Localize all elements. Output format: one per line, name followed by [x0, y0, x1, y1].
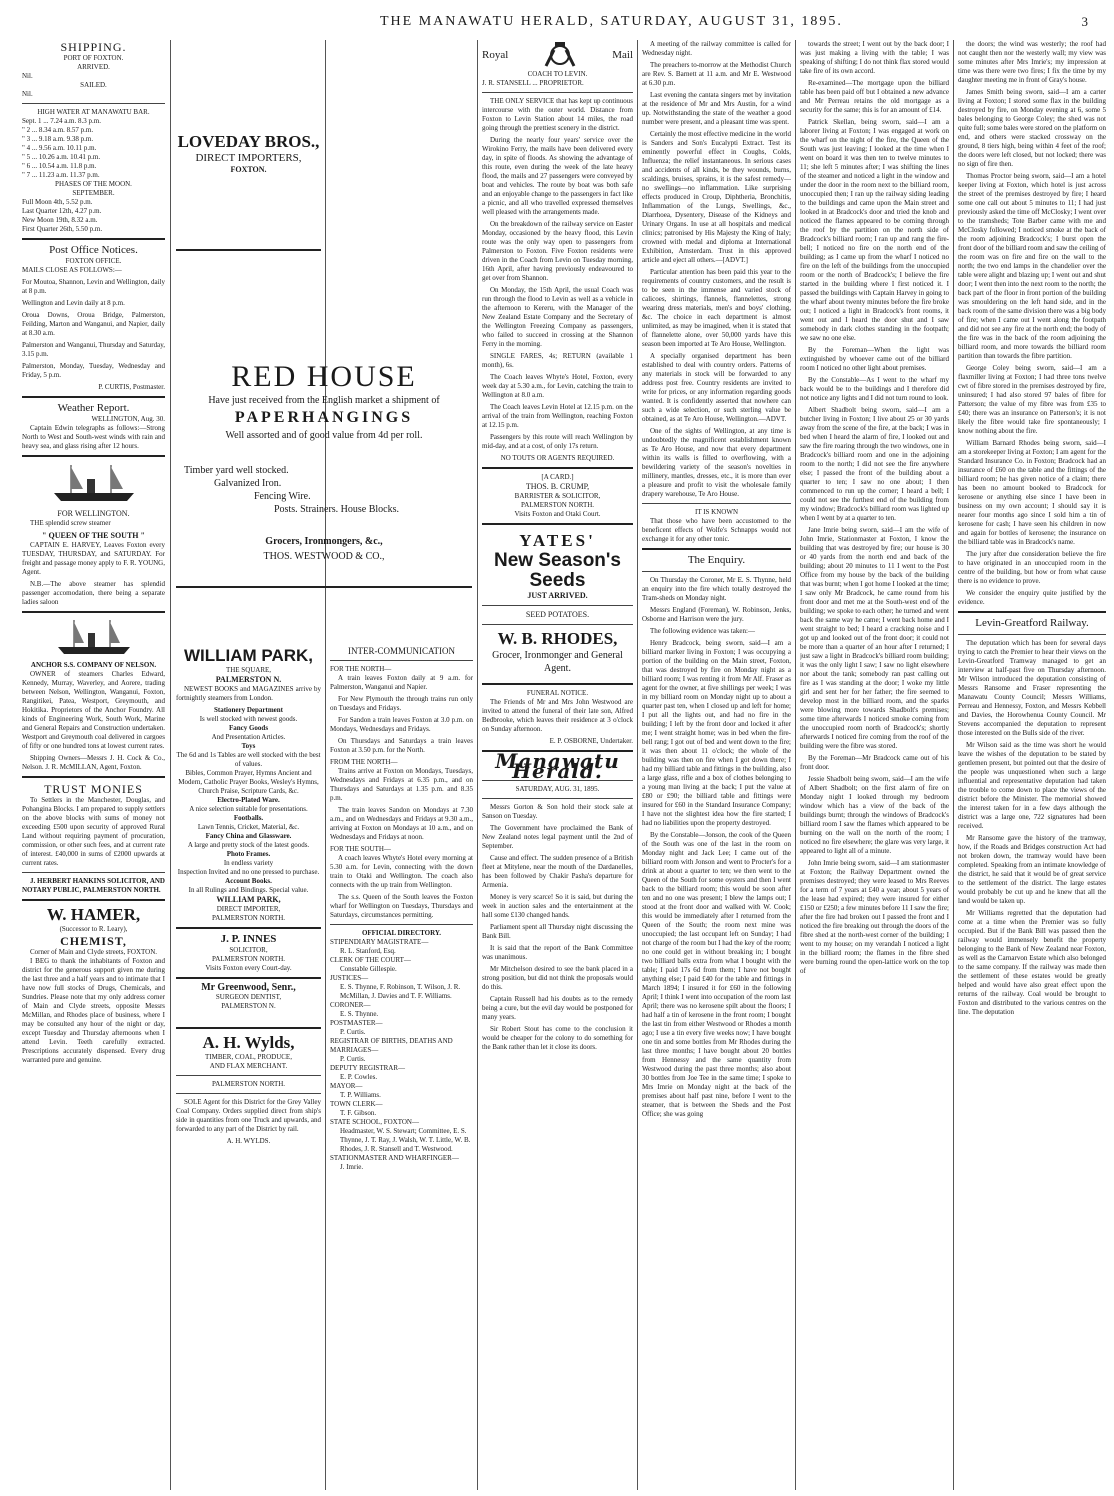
steamer-note: N.B.—The above steamer has splendid passenger accomodation, there being a separate ladies saloon: [22, 580, 165, 606]
text-block: E. P. Cowles.: [340, 1073, 378, 1081]
divider: [482, 92, 633, 93]
it-is-known: IT IS KNOWN: [694, 508, 739, 516]
text-block: Jane Imrie being sworn, said—I am the wife of John Imrie, Stationmaster at Foxton, I know the building that was destroyed by fire; our house is 30 or 40 yards from the north end and back of the building; about 20 minutes to 11 I went to the Post Office from my house by the back of the building that was burnt; when I got home I looked at the time; I saw only Mr Bradcock, he came round from his front door and met me at the South-west end of the building; we spoke to each other; he turned and went back the same way he came; I went back home and I went straight to bed; I heard a cracking noise and I got up and looked out of the front door; it could not be more than a quarter of an hour after I returned; I just saw a light in Bradcock's billiard room building; it was the only light I saw; I saw no light elsewhere nor about the tank; somebody ran past calling out fire as I was standing at the door; I woke my little girl and sent her for her father; the fire seemed to develop most in the billiard room, and the sparks were blowing more towards Shadbolt's premises; some time afterwards I noticed smoke coming from the unoccupied room north of Bradcock's; shortly afterwards I noticed fire coming from the roof of the building were the fibre was stored.: [800, 526, 949, 750]
text-block: Footballs.: [233, 814, 264, 822]
for-south-label: FOR THE SOUTH—: [330, 845, 391, 853]
column-4: [482, 40, 633, 1490]
text-block: towards the street; I went out by the back door; I was just making a living with the table; I was speaking of shifting; I do not think flax stored would take fire of its own accord.: [800, 40, 949, 75]
text-block: J. Imrie.: [340, 1163, 364, 1171]
text-block: By the Foreman—Mr Bradcock came out of his front door.: [800, 754, 949, 771]
timber-list: [176, 464, 472, 516]
divider: [482, 683, 633, 685]
text-block: R. L. Stanford, Esq.: [340, 947, 396, 955]
text-block: Is well stocked with newest goods.: [199, 715, 298, 723]
divider: [482, 798, 633, 799]
text-block: Money is very scarce! So it is said, but during the week in auction sales and the entertainment at the hall some £130 changed hands.: [482, 893, 633, 919]
divider: [642, 548, 791, 550]
trust-monies-text: To Settlers in the Manchester, Douglas, and Pohangina Blocks. I am prepared to supply settlers on the above blocks with sums of money not exceeding £500 upon security of approved Rural Land without requiring payment of procuration, commission, or other such fees, and at current rate of interest. £40,000 in sums of £2000 upwards at current rates.: [22, 796, 165, 867]
divider: [22, 872, 165, 873]
text-block: Account Books.: [225, 877, 272, 885]
weather-date: WELLINGTON, Aug. 30.: [91, 415, 165, 423]
funeral-heading: FUNERAL NOTICE.: [526, 689, 589, 697]
nil-text: Nil.: [22, 90, 33, 98]
text-block: the doors; the wind was westerly; the roof had not caught then nor the westerly wall; my view was some minutes after Mrs Imrie's; my impression at time was there were two fires; I fix the time by my daughter meeting me in front of Gray's house.: [958, 40, 1106, 84]
no-touts: NO TOUTS OR AGENTS REQUIRED.: [500, 454, 615, 462]
divider: [330, 660, 473, 661]
text-block: In endless variety: [223, 859, 274, 867]
steamer-illustration: [49, 461, 139, 505]
divider: [176, 1093, 321, 1094]
text-block: The deputation which has been for several days trying to catch the Premier to hear their views on the Levin-Greatford Tramway managed to get an interview at half-past five on Thursday afternoon. Mr Wilson introduced the deputation consisting of Messrs Ransome and Fraser representing the Manawatu County Council; Messrs Williams, Perreau and Hennessy, Foxton, and Messrs Kebbell and Davies, the Horowhenua County Council. Mr Stevens accompanied the deputation to represent those interested on the Bulls side of the river.: [958, 639, 1106, 737]
crump-name: THOS. B. CRUMP,: [525, 482, 590, 491]
text-block: Lawn Tennis, Cricket, Material, &c.: [197, 823, 300, 831]
text-block: New Moon 19th, 8.32 a.m.: [22, 216, 98, 224]
text-block: The s.s. Queen of the South leaves the Foxton wharf for Wellington on Tuesdays, Thursdays and Saturdays, circumstances permitting.: [330, 893, 473, 919]
text-block: P. Curtis.: [340, 1028, 366, 1036]
loveday-name: LOVEDAY BROS.,: [177, 132, 320, 151]
divider: [22, 776, 165, 778]
text-block: A meeting of the railway committee is called for Wednesday night.: [642, 40, 791, 57]
text-block: Palmerston and Wanganui, Thursday and Saturday, 3.15 p.m.: [22, 341, 165, 358]
park-town: PALMERSTON N.: [215, 675, 282, 684]
text-block: Fencing Wire.: [254, 491, 311, 502]
text-block: A coach leaves Whyte's Hotel every morning at 5.30 a.m. for Levin, connecting with the down train to Otaki and Wellington. The coach also connects with the up train from Wellington.: [330, 854, 473, 889]
text-block: The train leaves Sandon on Mondays at 7.30 a.m., and on Wednesdays and Fridays at 9.30 a.m., arriving at Foxton on Mondays at 10 a.m., and on Wednesdays and Fridays at noon.: [330, 806, 473, 841]
text-block: " 5 ... 10.26 a.m. 10.41 p.m.: [22, 153, 101, 161]
funeral-sign: E. P. OSBORNE, Undertaker.: [549, 737, 633, 745]
text-block: In all Rulings and Bindings. Special value.: [188, 886, 309, 894]
text-block: SINGLE FARES, 4s; RETURN (available 1 month), 6s.: [482, 352, 633, 369]
from-north-label: FROM THE NORTH—: [330, 758, 398, 766]
text-block: George Coley being sworn, said—I am a flaxmiller living at Foxton; I had three tons twelve cwt of fibre stored in the premises destroyed by fire, uninsured; I had also stored 97 bales of fibre for Patterson; the value of my fibre was from £35 to £40; there was an insurance on Patterson's; it is not likely the fibre would take fire spontaneously; I know nothing about the fire.: [958, 364, 1106, 435]
text-block: Last Quarter 12th, 4.27 p.m.: [22, 207, 102, 215]
weather-heading: Weather Report.: [57, 402, 130, 414]
text-block: Last evening the cantata singers met by invitation at the residence of Mr and Mrs Austin, for a wind up. Notwithstanding the state of the weather a good number were present, and a pleasant time was spent.: [642, 91, 791, 126]
text-block: MAYOR—: [330, 1082, 363, 1090]
crump-note: Visits Foxton and Otaki Court.: [514, 510, 601, 518]
high-water-heading: HIGH WATER AT MANAWATU BAR.: [37, 108, 150, 116]
text-block: Photo Frames.: [226, 850, 271, 858]
text-block: Albert Shadbolt being sworn, said—I am a butcher living in Foxton; I live about 25 or 30 yards away from the scene of the fire, at the back; I was in bed when I heard the alarm of fire, I looked out and saw the fire roaring through the two windows, one in Bradcock's billiard room and one in the adjoining room to the north; I did not see the fire anywhere else; I passed the front of the building about a quarter to ten; I saw no one about; I then commenced to run up the corner; I heard a bell; I could not see the furthest end of the building from my window; Bradcock's billiard room was lighted up when I went by at a quarter to ten.: [800, 406, 949, 522]
text-block: Sir Robert Stout has come to the conclusion it would be cheaper for the colony to do something for the Bank rather than let it close its doors.: [482, 1025, 633, 1051]
text-block: We consider the enquiry quite justified by the evidence.: [958, 589, 1106, 606]
text-block: " 3 ... 9.18 a.m. 9.38 p.m.: [22, 135, 94, 143]
text-block: Galvanized Iron.: [214, 478, 282, 489]
post-office-notices: [22, 266, 165, 392]
text-block: Headmaster, W. S. Stewart; Committee, E. S. Thynne, J. T. Ray, J. Walsh, W. T. Little, W. B. Rhodes, J. R. Stansell and T. Westwood.: [340, 1127, 471, 1153]
paperhangings-sub: Well assorted and of good value from 4d per roll.: [225, 430, 423, 441]
loveday-place: FOXTON.: [230, 165, 267, 174]
wylds-name: A. H. Wylds,: [202, 1033, 295, 1052]
text-block: The preachers to-morrow at the Methodist Church are Rev. S. Barnett at 11 a.m. and Mr E. Westwood at 6.30 p.m.: [642, 61, 791, 87]
moon-month: SEPTEMBER.: [72, 189, 115, 197]
park-text: NEWEST BOOKS and MAGAZINES arrive by fortnightly steamers from London.: [176, 685, 321, 702]
text-block: STATIONMASTER AND WHARFINGER—: [330, 1154, 459, 1162]
text-block: Toys: [241, 742, 256, 750]
divider: [958, 634, 1106, 635]
text-block: By the Constable—Jonson, the cook of the Queen of the South was one of the last in the room on Monday night and Jack Lee; I came out of the billiard room with Jonson and went to Procter's for a drink at about a quarter to ten; we then went to the Queen of the South for some oysters and then I went back to the billiard room; this would be soon after ten and no one was present; I blew the lamps out; I stood at the front door and walked with W. Cook; this would be immediately after I returned from the Queen of the South; the room next mine was unoccupied; the last occupant left on Sunday; I had not charge of the room but I had the key of the room; no one could get in without breaking in; I bought two billiard balls extra from what I bought with the table; I paid 17s 6d from them; I have not bought anything else; I paid £40 for the table and fittings in March 1894; I insured it for £60 in the following April; I think I went into occupation of the room last April; there was no kerosene spilt about the floors; I had half a tin of kerosene in the front room; I bought the last tin from either Westwood or Rhodes a month ago; I use a tin every five weeks now; I have bought one tin and some bottles from Mr Rhodes during the last three months; I have bought about 20 bottles from Hennessy and the same quantity from Westwood during the past three months; also about 30 bottles from Joe Tee in the same time; I spoke to Mrs Imrie on Monday night at the back of the premises about half past nine, before I went to the steamer, that is between the Sheds and the Post Office; she was going: [642, 831, 791, 1118]
text-block: Stationery Department: [213, 706, 283, 714]
hamer-successor: (Successor to R. Leary),: [59, 925, 128, 933]
for-north-label: FOR THE NORTH—: [330, 665, 392, 673]
text-block: P. Curtis.: [340, 1055, 366, 1063]
innes-role: SOLICITOR,: [229, 946, 268, 954]
column-rule: [953, 40, 954, 1490]
column-rule: [170, 40, 171, 1490]
wylds-text: SOLE Agent for this District for the Grey Valley Coal Company. Orders supplied direct from ship's side in quantities from one Truck and upwards, and forwarded to any part of the District by rail.: [176, 1098, 321, 1133]
post-office-sub: FOXTON OFFICE.: [65, 257, 122, 265]
park-footer-name: WILLIAM PARK,: [216, 895, 281, 904]
text-block: Thomas Proctor being sworn, said—I am a hotel keeper living at Foxton, which hotel is just across the street of the premises destroyed by fire; I heard some one call out about 5 minutes to 11; I had just previously asked the time off McClosky; I went over to the tramsheds; Tote Barber came with me and McClosky followed; I noticed smoke at the back of the room adjoining Bradcock's; I burst open the front door of the billiard room and saw the ceiling of the room was on fire and fire on the wall to the north; the two end lamps in the chandelier over the table were alight and blazing up; I went out and shut door; I went then into the next room to the north; the back part of the floor in front portion of the building was smouldering on the left hand side, and in the back room of the same division there was a big body of fire; when I came out I went along the footpath and did not see any fire at the north end; the body of the fire was in the back of the room adjoining the billiard room, and more towards the billiard room partition than towards the fibre partition.: [958, 172, 1106, 360]
grocers-line: Grocers, Ironmongers, &c.,: [265, 536, 383, 547]
rhodes-name: W. B. RHODES,: [497, 629, 618, 648]
text-block: The following evidence was taken:—: [650, 627, 755, 635]
text-block: Palmerston, Monday, Tuesday, Wednesday and Friday, 5 p.m.: [22, 362, 165, 379]
wylds-town: PALMERSTON NORTH.: [211, 1080, 286, 1088]
text-block: James Smith being sworn, said—I am a carter living at Foxton; I stored some flax in the building destroyed by fire, on Monday evening at 6, some 5 bales belonging to George Coley; the shed was not quite full; some bales were stored on the platform on end, and others were stacked crossway on the ground, 8 tiers high, being within 4 feet of the roof; the doors were left closed, but not locked; there was no sign of fire then.: [958, 88, 1106, 168]
text-block: T. F. Gibson.: [340, 1109, 377, 1117]
innes-town: PALMERSTON NORTH.: [211, 955, 286, 963]
divider: [642, 571, 791, 572]
moon-list: [22, 198, 165, 234]
text-block: By the Foreman—When the light was extinguished by whoever came out of the billiard room I noticed no other light about premises.: [800, 346, 949, 372]
inter-communication-heading: INTER-COMMUNICATION: [348, 646, 455, 656]
text-block: Mr Ransome gave the history of the tramway, how, if the Roads and Bridges construction Act had not broken down, the tramway would have been completed. Speaking from an intimate knowledge of the district, he said that it would be of great service to the settlement of the district. The large estates would probably be cut up and he knew that all the land would be taken up.: [958, 834, 1106, 905]
divider: [176, 977, 321, 979]
park-name: WILLIAM PARK,: [183, 646, 314, 665]
text-block: " 7 ... 11.23 a.m. 11.37 p.m.: [22, 171, 100, 179]
text-block: Oroua Downs, Oroua Bridge, Palmerston, Feilding, Marton and Wanganui, and Napier, daily at 8.30 a.m.: [22, 311, 165, 337]
text-block: Certainly the most effective medicine in the world is Sanders and Son's Eucalypti Extract. Test its eminently powerful effect in Coughs, Colds, Influenza; the relief instantaneous. In serious cases and accidents of all kinds, be they wounds, burns, scaldings, bruises, sprains, it is the safest remedy—no swellings—no inflammation. Like surprising effects produced in Croup, Diphtheria, Bronchitis, Inflammation of the Lungs, Swellings, &c., Diarrhoea, Dysentery, Disease of the Kidneys and Urinary Organs. In use at all hospitals and medical clinics; patronised by His Majesty the King of Italy; crowned with medal and diploma at International Exhibition, Amsterdam. Trust in this approved article and eject all others.—[ADVT.]: [642, 130, 791, 264]
text-block: Messrs Gorton & Son hold their stock sale at Sanson on Tuesday.: [482, 803, 633, 820]
text-block: Messrs England (Foreman), W. Robinson, Jenks, Osborne and Harrison were the jury.: [642, 606, 791, 623]
post-office-heading: Post Office Notices.: [49, 244, 138, 256]
text-block: And Presentation Articles.: [211, 733, 286, 741]
text-block: Inspection Invited and no one pressed to purchase.: [177, 868, 320, 876]
text-block: Full Moon 4th, 5.52 p.m.: [22, 198, 93, 206]
steamer-details: CAPTAIN E. HARVEY, Leaves Foxton every TUESDAY, THURSDAY, and SATURDAY. For freight and passage money apply to F. R. YOUNG, Agent.: [22, 541, 165, 576]
wylds-role: TIMBER, COAL, PRODUCE,: [205, 1053, 292, 1061]
card-label: [A CARD.]: [541, 473, 574, 481]
seed-potatoes: SEED POTATOES.: [525, 610, 590, 619]
port-label: PORT OF FOXTON.: [63, 54, 124, 62]
anchor-ship-illustration: [54, 617, 134, 657]
park-square: THE SQUARE,: [225, 666, 272, 674]
text-block: The 6d and 1s Tables are well stocked with the best of values.: [176, 751, 321, 768]
text-block: Particular attention has been paid this year to the requirements of country customers, and the result is to be seen in the immense and varied stock of calicoes, shirtings, flannels, flannelettes, strong wearing dress materials, men's and boys' clothing, &c. The choice in each department is almost unlimited, as may be imagined, when it is stated that of flannelette alone, over 50,000 yards have this season been imported at Te Aro House, Wellington.: [642, 268, 791, 348]
railway-heading: Levin-Greatford Railway.: [975, 617, 1089, 629]
text-block: Timber yard well stocked.: [184, 465, 289, 476]
divider: [22, 611, 165, 613]
text-block: Mail: [612, 49, 633, 61]
text-block: STIPENDIARY MAGISTRATE—: [330, 938, 429, 946]
divider: [176, 249, 321, 251]
text-block: " 4 ... 9.56 a.m. 10.11 p.m.: [22, 144, 97, 152]
steamer-name: " QUEEN OF THE SOUTH ": [42, 531, 145, 540]
text-block: A nice selection suitable for presentations.: [189, 805, 308, 813]
text-block: On Monday, the 15th April, the usual Coach was run through the flood to Levin as well as a vehicle in the afternoon to Kereru, with the Manager of the New Zealand Estate Company and the Secretary of the Wellington Freezing Company as passengers, who failed to succeed in crossing at the Shannon Ferry in the morning.: [482, 286, 633, 348]
divider: [22, 103, 165, 104]
text-block: For Moutoa, Shannon, Levin and Wellington, daily at 8 p.m.: [22, 278, 165, 295]
text-block: E. S. Thynne.: [340, 1010, 379, 1018]
text-block: Captain Russell had his doubts as to the remedy being a cure, but the evil day would be postponed for many years.: [482, 995, 633, 1021]
wylds-role-2: AND FLAX MERCHANT.: [209, 1062, 288, 1070]
masthead: [0, 14, 1114, 34]
innes-name: J. P. INNES: [220, 933, 277, 945]
divider: [22, 455, 165, 457]
moon-heading: PHASES OF THE MOON.: [55, 180, 132, 188]
yates-title: YATES': [519, 531, 596, 550]
coach-proprietor: J. R. STANSELL ... PROPRIETOR.: [482, 79, 584, 87]
text-block: P. CURTIS, Postmaster.: [98, 383, 165, 391]
anchor-company-text: OWNER of steamers Charles Edward, Kennedy, Murray, Waverley, and Aorere, trading between Nelson, Wellington, Wanganui, Foxton, Rangitikei, Patea, Westport, Greymouth, and Hokitika. Proprietors of the Anchor Foundry. All kinds of Engineering Work, South Work, Marine and General Repairs and Construction undertaken. Westport and Greymouth coal delivered in cargoes of fifty or one hundred tons at lowest current rates.: [22, 670, 165, 750]
text-block: " 2 ... 8.34 a.m. 8.57 p.m.: [22, 126, 94, 134]
official-directory: [330, 938, 473, 1172]
enquiry-heading: The Enquiry.: [687, 554, 746, 566]
text-block: Patrick Skellan, being sworn, said—I am a laborer living at Foxton; I was engaged at work on the wharf on the night of the fire, the Queen of the South was just leaving; I looked at the time when I went on board it was then ten to twelve minutes to 11; she left 5 minutes after; I was shifting the lines of the steamer and noticed a light in the window and under the door in the room next to the billiard room, unoccupied then; I ran up the railway siding leading to the buildings and came upon the Main street and looked in at Bradcock's door and tried the knob and noticed the flames appeared to be coming through the roof by the partition on the north side of Bradcock's billiard room; I ran up and rang the fire-bell; I noticed no fire on the north end of the building; as I came up from the wharf I noticed no fire on the left of the buildings from the unoccupied room or the north of Bradcock's; I believe the fire started in the building where I first noticed it. I passed the buildings with Captain Harvey in going to the wharf about twenty minutes before the fire broke out; I noticed a light in Bradcock's front rooms, it went out and I heard the door shut and I saw somebody in dark clothes standing in the footpath; we saw no one else.: [800, 118, 949, 342]
divider: [176, 927, 321, 929]
text-block: Cause and effect. The sudden presence of a British fleet at Mitylene, near the mouth of the Dardanelles, has been followed by Chakir Pasha's departure for Armenia.: [482, 854, 633, 889]
loveday-sub: DIRECT IMPORTERS,: [195, 152, 302, 164]
text-block: On the breakdown of the railway service on Easter Monday, occasioned by the heavy flood, this Levin route was the only way open to passengers from Palmerston to Foxton. Five Foxton residents were driven in the Coach from Levin on Tuesday morning, 16th April, after having previously endeavoured to get over from Shannon.: [482, 220, 633, 282]
text-block: The Government have proclaimed the Bank of New Zealand notes legal payment until the 2nd of September.: [482, 824, 633, 850]
rhodes-sub: Grocer, Ironmonger and General Agent.: [492, 650, 623, 674]
divider: [482, 605, 633, 606]
text-block: On Thursdays and Saturdays a train leaves Foxton at 3.50 p.m. for the North.: [330, 737, 473, 754]
for-wellington-heading: FOR WELLINGTON.: [57, 509, 130, 518]
text-block: Constable Gillespie.: [340, 965, 397, 973]
text-block: Posts. Strainers. House Blocks.: [274, 504, 399, 515]
royal-arms-icon: [540, 40, 580, 70]
text-block: THE ONLY SERVICE that has kept up continuous intercourse with the outer world. Distance from Foxton to Levin Station about 14 miles, the road going through the prettiest scenery in the district.: [482, 97, 633, 132]
text-block: Mr Williams regretted that the deputation had come at a time when the Premier was so fully occupied. But if the Bank Bill was passed then the railway would immensely benefit the property belonging to the Bank of New Zealand near Foxton, as well as the Carnarvon Estate which also belonged to the same company. If the railway was made then the settlement of these estates would be greatly helped and would have also great effect upon the returns of the railway. Coal would be brought to Foxton and distributed to the various centres on the line. The deputation: [958, 909, 1106, 1016]
greenwood-name: Mr Greenwood, Senr.,: [201, 982, 296, 993]
divider: [958, 611, 1106, 613]
text-block: The jury after due consideration believe the fire to have originated in an unoccupied room in the centre of the building, but how or from what cause there is no evidence to prove.: [958, 550, 1106, 585]
text-block: Sept. 1 ... 7.24 a.m. 8.3 p.m.: [22, 117, 101, 125]
column-3: [330, 646, 473, 1490]
text-block: Parliament spent all Thursday night discussing the Bank Bill.: [482, 923, 633, 940]
text-block: JUSTICES—: [330, 974, 369, 982]
text-block: Wellington and Levin daily at 8 p.m.: [22, 299, 125, 307]
text-block: E. S. Thynne, F. Robinson, T. Wilson, J. R. McMillan, J. Davies and T. F. Williams.: [340, 983, 461, 1000]
hamer-role: CHEMIST,: [60, 934, 127, 948]
divider: [330, 924, 473, 925]
red-house-ad: [176, 360, 472, 592]
column-7: [958, 40, 1106, 1490]
divider: [22, 238, 165, 240]
column-rule: [477, 40, 478, 1490]
page-number: 3: [1081, 14, 1088, 29]
hamer-text: I BEG to thank the inhabitants of Foxton and district for the generous support given me during the last three and a half years and to intimate that I have now full stocks of Drugs, Chemicals, and Sundries. Please note that my only address corner of Main and Clyde streets, opposite Messrs McMillan, and Rhodes place of business, where I may be consulted any hour of the night or day, except Tuesday and Thursday afternoons when I attend Levin. Teeth carefully extracted. Prescriptions accurately dispensed. Every drug warranted pure and genuine.: [22, 957, 165, 1064]
text-block: For New Plymouth the through trains run only on Tuesdays and Fridays.: [330, 695, 473, 712]
text-block: Jessie Shadbolt being sworn, said—I am the wife of Albert Shadbolt; on the first alarm of fire on Monday night I looked through my bedroom window which has a view of the back of the buildings burnt; through the windows of Bradcock's billiard room I saw the flames which appeared to be burning on the wall on the north of the room; I noticed no fire elsewhere; the glare was very large, it appeared to light all of a minute.: [800, 775, 949, 855]
text-block: One of the sights of Wellington, at any time is undoubtedly the magnificent establishment known as Te Aro House, and now that every department within its walls is filled to overflowing, with a bewildering variety of the season's novelties in millinery, mantles, dresses, etc., it is more than ever a pleasure and profit to visit the wholesale family drapery warehouse, Te Aro House.: [642, 427, 791, 498]
column-rule: [795, 40, 796, 1490]
text-block: Mr Mitchelson desired to see the bank placed in a strong position, but did not think the proposals would do this.: [482, 965, 633, 991]
shipping-heading: SHIPPING.: [60, 40, 127, 54]
steamer-intro: THE splendid screw steamer: [30, 519, 111, 527]
divider: [482, 523, 633, 525]
divider: [176, 1027, 321, 1029]
text-block: Electro-Plated Ware.: [217, 796, 280, 804]
text-block: T. P. Williams.: [340, 1091, 381, 1099]
divider: [482, 624, 633, 625]
text-block: STATE SCHOOL, FOXTON—: [330, 1118, 419, 1126]
text-block: William Barnard Rhodes being sworn, said—I am a storekeeper living at Foxton; I am agent for the Standard Insurance Co. in Foxton; Bradcock had an insurance of £60 on the table and the fittings of the billiard room; he has given notice of a claim; there has been no amount booked to Bradcock for kerosene or anything else since I have been in business on my own account; I should say it is nearer four months ago since I sold him a tin of kerosene for cash; I have seen his children in now and again for bottles of kerosene; the insurance on the billiard table was in Bradcock's name.: [958, 439, 1106, 546]
paperhangings-title: PAPERHANGINGS: [234, 409, 414, 426]
text-block: A train leaves Foxton daily at 9 a.m. for Palmerston, Wanganui and Napier.: [330, 674, 473, 691]
text-block: TOWN CLERK—: [330, 1100, 383, 1108]
column-5: [642, 40, 791, 1490]
text-block: It is said that the report of the Bank Committee was unanimous.: [482, 944, 633, 961]
text-block: By the Constable—As I went to the wharf my back would be to the buildings and I therefore did not notice any lights and I did not turn round to look.: [800, 376, 949, 402]
text-block: During the nearly four years' service over the Wirokino Ferry, the mails have been delivered every day, in spite of floods. As showing the advantage of this route, even during the week of the late heavy flood, the mails and 27 passengers were conveyed by boat and vehicles. The route by boat was both safe and an enjoyable change to the passengers in fact like a picnic, and all who travelled expressed themselves well pleased with the arrangements made.: [482, 136, 633, 216]
trust-monies-heading: TRUST MONIES: [44, 782, 143, 796]
funeral-text: The Friends of Mr and Mrs John Westwood are invited to attend the funeral of their late son, Alfred Bedbrooke, which leaves their residence at 3 o'clock on Sunday afternoon.: [482, 698, 633, 733]
just-arrived: JUST ARRIVED.: [527, 591, 588, 600]
crump-town: PALMERSTON NORTH.: [520, 501, 595, 509]
high-water-table: [22, 117, 165, 180]
text-block: Fancy China and Glassware.: [205, 832, 292, 840]
text-block: A large and pretty stock of the latest goods.: [187, 841, 310, 849]
text-block: Passengers by this route will reach Wellington by mid-day, and at a cost, of only 17s return.: [482, 433, 633, 450]
text-block: DEPUTY REGISTRAR—: [330, 1064, 405, 1072]
column-rule: [325, 40, 326, 1490]
text-block: Mr Wilson said as the time was short he would leave the wishes of the deputation to be stated by gentlemen present, but pointed out that the desire of the people was unquestioned when such a large influential and representative deputation had taken the trouble to come down to place the views of the district before the Minister. The memorial showed the interest taken for in a few days although the district was a large one, 722 signatures had been received.: [958, 741, 1106, 830]
text-block: The Coach leaves Whyte's Hotel, Foxton, every week day at 5.30 a.m., for Levin, catching the train to Wellington at 8.0 a.m.: [482, 373, 633, 399]
column-1: [22, 40, 165, 1490]
text-block: The Coach leaves Levin Hotel at 12.15 p.m. on the arrival of the train from Wellington, reaching Foxton at 12.15 p.m.: [482, 403, 633, 429]
hamer-address: Corner of Main and Clyde streets, FOXTON.: [29, 948, 158, 956]
divider: [482, 467, 633, 469]
text-block: Re-examined—The mortgage upon the billiard table has been paid off but I obtained a new advance and Mr Perreau retains the old mortgage as a security for the same; this is for an amount of £14.: [800, 79, 949, 114]
text-block: Fancy Goods: [228, 724, 269, 732]
text-block: " 6 ... 10.54 a.m. 11.8 p.m.: [22, 162, 97, 170]
divider: [22, 396, 165, 398]
nil-text: Nil.: [22, 72, 33, 80]
divider: [642, 503, 791, 504]
royal-mail-header: [482, 40, 633, 70]
schnapps-text: That those who have been accustomed to the beneficent effects of Wolfe's Schnapps would not exchange it for any other tonic.: [642, 517, 791, 543]
innes-note: Visits Foxton every Court-day.: [205, 964, 292, 972]
column-6: [800, 40, 949, 1490]
text-block: Henry Bradcock, being sworn, said—I am a billiard marker living in Foxton; I was occupying a portion of the building on the Main street, Foxton, that was destroyed by fire on Monday night as a billiard room; I was renting it from Mr Alf. Fraser as agent for the owner, at five shillings per week; I was in my billiard room on Monday night up to about a quarter past ten, when I closed up and left for home; I put all the lights out, and had no fire in the building; I left by the front door and locked it after me; I went straight home; was in bed when the fire-bell rang; I got out of bed and went down to the fire; it was then about 11 o'clock; the whole of the building was then on fire when I got down there; I had my billiard table and fittings in the building, also a large glass, rifle and a box of clothes belonging to a young man living at the back; I put the value at £80 or £90; the billiard table and fittings were insured for £60 in the Standard Insurance Company; I have not the slightest idea how the fire started; I had no liabilities upon the property destroyed.: [642, 639, 791, 827]
greenwood-town: PALMERSTON N.: [221, 1002, 276, 1010]
park-footer-role: DIRECT IMPORTER,: [216, 905, 281, 913]
text-block: POSTMASTER—: [330, 1019, 383, 1027]
text-block: Royal: [482, 49, 509, 61]
text-block: CORONER—: [330, 1001, 371, 1009]
seeds-title: New Season's Seeds: [493, 550, 622, 591]
text-block: John Imrie being sworn, said—I am stationmaster at Foxton; the Railway Department owned the premises destroyed; they were leased to Mrs Reeves for a term of 7 years at £40 a year; about 5 years of the lease had expired; they were insured for either £150 or £250; a few minutes before 11 I saw the fire; after the fire had broken out I passed the front and I noticed the fire breaking out through the doors of the fibre shed at the north-west corner of the building; I went to my house; on my verandah I noticed a light in the billiard room; the flames in the fibre shed were burning round the open-lattice work on the top of: [800, 859, 949, 975]
text-block: MAILS CLOSE AS FOLLOWS:—: [22, 266, 122, 274]
coach-heading: COACH TO LEVIN.: [527, 70, 588, 78]
crump-role: BARRISTER & SOLICITOR,: [514, 492, 601, 500]
text-block: REGISTRAR OF BIRTHS, DEATHS AND MARRIAGES—: [330, 1037, 453, 1054]
arrived-label: ARRIVED.: [77, 63, 110, 71]
column-2-lower: [176, 646, 321, 1490]
text-block: Bibles, Common Prayer, Hymns Ancient and Modern, Catholic Prayer Books, Wesley's Hymns, Church Praise, Scripture Cards, &c.: [178, 769, 319, 795]
paper-date: SATURDAY, AUG. 31, 1895.: [515, 785, 600, 793]
red-house-title: RED HOUSE: [231, 360, 417, 393]
weather-text: Captain Edwin telegraphs as follows:—Strong North to West and South-west winds with rain and heavy sea, and glass rising after 12 hours.: [22, 424, 165, 450]
park-items: [176, 706, 321, 895]
text-block: First Quarter 26th, 5.50 p.m.: [22, 225, 103, 233]
masthead-title: THE MANAWATU HERALD, SATURDAY, AUGUST 31, 1895.: [380, 14, 843, 29]
westwood-name: THOS. WESTWOOD & CO.,: [263, 551, 385, 562]
hamer-name: W. HAMER,: [46, 905, 141, 924]
text-block: On Thursday the Coroner, Mr E. S. Thynne, held an enquiry into the fire which totally destroyed the Tram-sheds on Monday night.: [642, 576, 791, 602]
greenwood-role: SURGEON DENTIST,: [215, 993, 282, 1001]
text-block: For Sandon a train leaves Foxton at 3.0 p.m. on Mondays, Wednesdays and Fridays.: [330, 716, 473, 733]
red-house-text: Have just received from the English market a shipment of: [208, 395, 440, 406]
wylds-sign: A. H. WYLDS.: [226, 1137, 271, 1145]
anchor-company-heading: ANCHOR S.S. COMPANY OF NELSON.: [30, 661, 157, 669]
sailed-label: SAILED.: [80, 81, 107, 89]
anchor-company-agents: Shipping Owners—Messrs J. H. Cock & Co., Nelson. J. R. McMILLAN, Agent, Foxton.: [22, 754, 165, 771]
official-directory-heading: OFFICIAL DIRECTORY.: [361, 929, 442, 937]
text-block: A specially organised department has been established to deal with country orders. Patterns of any materials in stock will be forwarded to any address post free. Country residents are invited to write for prices, or any information regarding goods wanted. It is confidently asserted that nowhere can such a wide selection, or such sterling value be obtained, as at Te Aro House, Wellington.—ADVT.: [642, 352, 791, 423]
text-block: Trains arrive at Foxton on Mondays, Tuesdays, Wednesdays and Fridays at 6.35 p.m., and on Thursdays and Saturdays at 1.35 p.m. and 8.35 p.m.: [330, 767, 473, 802]
divider: [176, 586, 472, 588]
text-block: CLERK OF THE COURT—: [330, 956, 411, 964]
park-footer-town: PALMERSTON NORTH.: [211, 914, 286, 922]
divider: [22, 899, 165, 901]
column-rule: [637, 40, 638, 1490]
hankins-solicitor: J. HERBERT HANKINS SOLICITOR, AND NOTARY PUBLIC, PALMERSTON NORTH.: [22, 877, 165, 894]
manawatu-herald-masthead: Manawatu Herald.: [495, 749, 620, 783]
divider: [176, 1075, 321, 1076]
